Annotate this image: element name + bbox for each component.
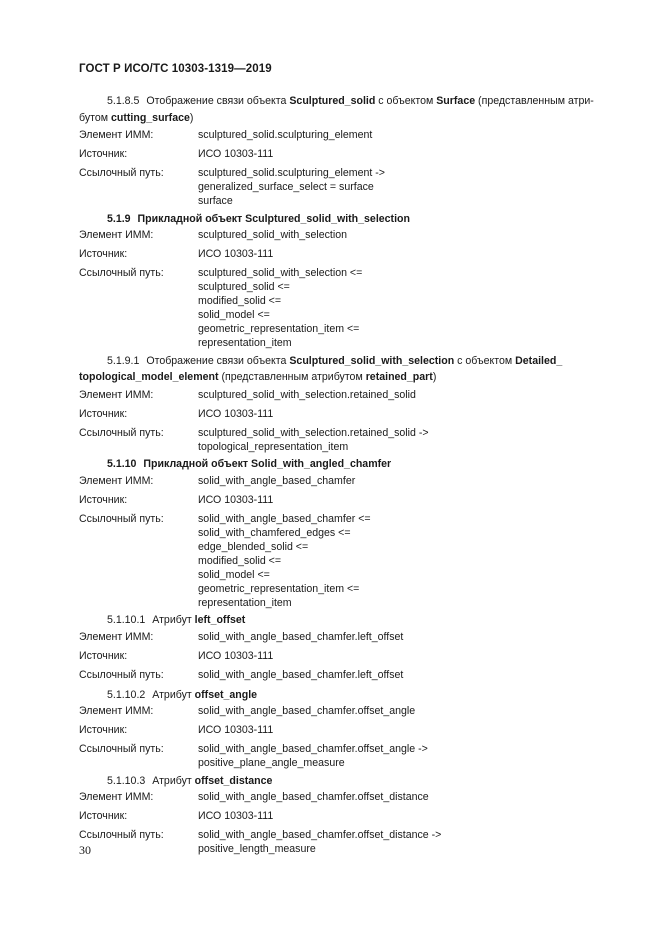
page-number: 30 <box>79 843 91 857</box>
mapping-block-5-1-8-5: Элемент ИММ: sculptured_solid.sculpturing_element Источник: ИСО 10303-111 Ссылочный путь: sculptured_solid.sculpturing_element -> generalized_surface_select = surface surface <box>79 129 385 207</box>
subsection-heading-5-1-10: 5.1.10 Прикладной объект Solid_with_angled_chamfer <box>107 458 392 470</box>
mapping-block-5-1-10: Элемент ИММ: solid_with_angle_based_chamfer Источник: ИСО 10303-111 Ссылочный путь: solid_with_angle_based_chamfer <= solid_with_chamfered_edges <= edge_blended_solid <= modified_solid <= solid_model <= geometric_representation_item <= representation_item <box>79 474 371 609</box>
document-header: ГОСТ Р ИСО/ТС 10303-1319—2019 <box>79 63 272 75</box>
subsection-heading-5-1-9: 5.1.9 Прикладной объект Sculptured_solid_with_selection <box>107 212 410 225</box>
subsection-heading-5-1-10-2: 5.1.10.2 Атрибут offset_angle <box>107 688 258 701</box>
mapping-block-5-1-9-1: Элемент ИММ: sculptured_solid_with_selection.retained_solid Источник: ИСО 10303-111 Ссылочный путь: sculptured_solid_with_selection.retained_solid -> topological_representation_item <box>79 388 429 453</box>
subsection-heading-5-1-10-1: 5.1.10.1 Атрибут left_offset <box>107 614 246 626</box>
mapping-block-5-1-10-3: Элемент ИММ: solid_with_angle_based_chamfer.offset_distance Источник: ИСО 10303-111 Ссылочный путь: solid_with_angle_based_chamfer.offset_distance -> positive_length_measure <box>79 791 442 855</box>
mapping-block-5-1-10-1: Элемент ИММ: solid_with_angle_based_chamfer.left_offset Источник: ИСО 10303-111 Ссылочный путь: solid_with_angle_based_chamfer.left_offset <box>79 630 404 681</box>
mapping-block-5-1-9: Элемент ИММ: sculptured_solid_with_selection Источник: ИСО 10303-111 Ссылочный путь: sculptured_solid_with_selection <= sculptured_solid <= modified_solid <= solid_model <= geometric_representation_item <= representation_item <box>79 229 363 349</box>
mapping-block-5-1-10-2: Элемент ИММ: solid_with_angle_based_chamfer.offset_angle Источник: ИСО 10303-111 Ссылочный путь: solid_with_angle_based_chamfer.offset_angle -> positive_plane_angle_measure <box>79 705 428 769</box>
subsection-heading-5-1-8-5: 5.1.8.5 Отображение связи объекта Sculptured_solid с объектом Surface (представленным атри- <box>107 95 594 107</box>
subsection-heading-5-1-9-1: 5.1.9.1 Отображение связи объекта Sculptured_solid_with_selection с объектом Detailed_ <box>107 354 563 367</box>
subsection-heading-5-1-10-3: 5.1.10.3 Атрибут offset_distance <box>107 774 273 787</box>
document-body: 5.1.8.5 Отображение связи объекта Sculptured_solid с объектом Surface (представленным атри- бутом cutting_surface) Элемент ИММ: sculptured_solid.sculpturing_element Источник: ИСО 10303-111 Ссылочный путь: sculptured_solid.sculpturing_element -> generalized_surface_select = surface surface 5.1.9 Прикладной объект Sculptured_solid_with_selection Элемент ИММ: sculptured_solid_with_selection Источник: ИСО 10303-111 Ссылочный путь: sculptured_solid_with_selection <= sculptured_solid <= modified_solid <= solid_model <= geometric_representation_item <= representation_item 5.1.9.1 Отображение связи объекта Sculptured_solid_with_selection с объектом Detailed_ topological_model_element (представленным атрибутом retained_part) Элемент ИММ: sculptured_solid_with_selection.retained_solid Источник: ИСО 10303-111 Ссылочный путь: sculptured_solid_with_selection.retained_solid -> topological_representation_item 5.1.10 Прикладной объект Solid_with_angled_chamfer Элемент ИММ: solid_with_angle_based_chamfer Источник: ИСО 10303-111 Ссылочный путь: solid_with_angle_based_chamfer <= solid_with_chamfered_edges <= edge_blended_solid <= modified_solid <= solid_model <= geometric_representation_item <= representation_item 5.1.10.1 Атрибут left_offset Элемент ИММ: solid_with_angle_based_chamfer.left_offset Источник: ИСО 10303-111 Ссылочный путь: solid_with_angle_based_chamfer.left_offset 5.1.10.2 Атрибут offset_angle Элемент ИММ: solid_with_angle_based_chamfer.offset_angle Источник: ИСО 10303-111 Ссылочный путь: solid_with_angle_based_chamfer.offset_angle -> positive_plane_angle_measure 5.1.10.3 Атрибут offset_distance Элемент ИММ: solid_with_angle_based_chamfer.offset_distance Источник: ИСО 10303-111 Ссылочный путь: solid_with_angle_based_chamfer.offset_distance -> positive_length_measure <box>79 92 619 859</box>
